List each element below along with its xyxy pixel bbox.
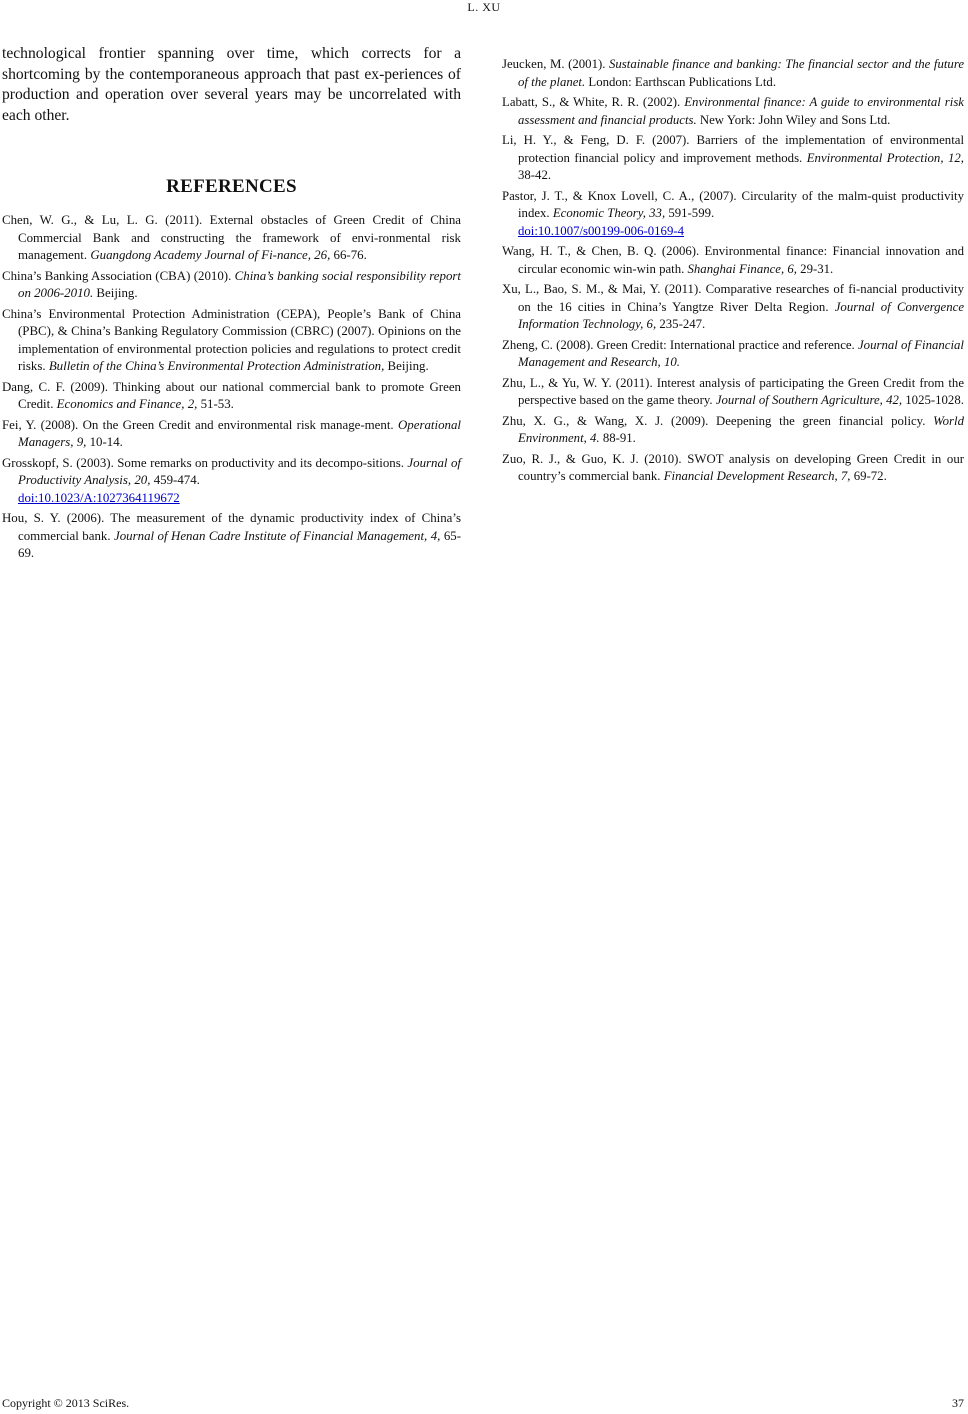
- reference-pages: 591-599.: [665, 206, 715, 220]
- reference-source: China’s banking social responsibility report on 2006-2010.: [18, 268, 461, 300]
- reference-text: Chen, W. G., & Lu, L. G. (2011). External obstacles of Green Credit of China Commercial Bank and constructing the framework of envi-ronmental risk management.: [2, 213, 461, 262]
- reference-entry: [2, 510, 461, 563]
- body-paragraph: technological frontier spanning over time, which corrects for a shortcoming by the contemporaneous approach that past ex-periences of production and operation over several years may be uncorrelated with each other.: [2, 45, 461, 124]
- reference-source: Journal of Southern Agriculture, 42,: [715, 393, 903, 407]
- running-head: L. XU: [467, 0, 501, 14]
- reference-source: World Environment, 4.: [518, 413, 964, 445]
- reference-source: Economic Theory, 33,: [552, 206, 666, 220]
- reference-entry: [2, 417, 461, 452]
- left-column: [2, 44, 461, 566]
- references-heading: REFERENCES: [166, 176, 297, 197]
- reference-text: China’s Environmental Protection Administration (CEPA), People’s Bank of China (PBC), & China’s Banking Regulatory Commission (CBRC) (2007). Opinions on the implementation of environmental protection policies and regulations to protect credit risks.: [2, 306, 461, 373]
- reference-pages: 65-69.: [18, 528, 461, 560]
- reference-source: Journal of Convergence Information Technology, 6,: [518, 299, 964, 331]
- reference-pages: 10-14.: [86, 435, 123, 449]
- reference-source: Guangdong Academy Journal of Fi-nance, 26,: [90, 248, 331, 262]
- reference-text: Dang, C. F. (2009). Thinking about our national commercial bank to promote Green Credit.: [2, 379, 461, 411]
- reference-pages: 51-53.: [197, 397, 234, 411]
- reference-source: Journal of Financial Management and Research, 10.: [518, 337, 964, 369]
- right-column: [502, 56, 964, 489]
- reference-pages: 66-76.: [330, 248, 367, 262]
- references-list-right: [502, 56, 964, 486]
- reference-text: Pastor, J. T., & Knox Lovell, C. A., (2007). Circularity of the malm-quist productivity index.: [502, 188, 964, 220]
- reference-pages: Beijing.: [384, 359, 429, 373]
- reference-entry: [502, 375, 964, 410]
- reference-entry: [502, 281, 964, 334]
- reference-entry: [502, 337, 964, 372]
- reference-entry: [502, 132, 964, 185]
- reference-pages: 459-474.: [150, 473, 200, 487]
- reference-text: Grosskopf, S. (2003). Some remarks on productivity and its decompo-sitions.: [2, 455, 408, 470]
- doi-link[interactable]: doi:10.1023/A:1027364119672: [18, 490, 180, 505]
- reference-text: Zhu, L., & Yu, W. Y. (2011). Interest analysis of participating the Green Credit from the perspective based on the game theory.: [502, 375, 964, 407]
- reference-pages: 88-91.: [599, 431, 636, 445]
- reference-text: China’s Banking Association (CBA) (2010).: [2, 268, 235, 283]
- references-list-left: [2, 212, 461, 563]
- reference-text: Jeucken, M. (2001).: [502, 57, 609, 71]
- reference-entry: [502, 243, 964, 278]
- doi-link[interactable]: doi:10.1007/s00199-006-0169-4: [518, 223, 684, 238]
- reference-source: Shanghai Finance, 6,: [687, 261, 797, 276]
- reference-entry: [2, 268, 461, 303]
- reference-source: Financial Development Research, 7,: [663, 469, 851, 483]
- reference-source: Economics and Finance, 2,: [56, 397, 198, 411]
- reference-source: Operational Managers, 9,: [18, 417, 461, 449]
- reference-text: Wang, H. T., & Chen, B. Q. (2006). Environmental finance: Financial innovation and circular economic win-win path.: [502, 244, 964, 276]
- reference-pages: 38-42.: [518, 168, 552, 182]
- reference-entry: [2, 212, 461, 265]
- reference-entry: [2, 379, 461, 414]
- reference-pages: New York: John Wiley and Sons Ltd.: [696, 112, 891, 127]
- reference-pages: 29-31.: [796, 261, 834, 276]
- reference-source: Journal of Productivity Analysis, 20,: [18, 455, 461, 487]
- reference-entry: [2, 455, 461, 508]
- reference-pages: London: Earthscan Publications Ltd.: [585, 74, 777, 89]
- reference-entry: [502, 56, 964, 91]
- reference-text: Li, H. Y., & Feng, D. F. (2007). Barriers of the implementation of environmental protection financial policy and improvement methods.: [502, 133, 964, 165]
- reference-entry: [502, 188, 964, 241]
- reference-entry: [2, 306, 461, 376]
- reference-text: Zheng, C. (2008). Green Credit: International practice and reference.: [502, 337, 858, 352]
- reference-source: Bulletin of the China’s Environmental Protection Administration,: [48, 359, 385, 373]
- reference-text: Xu, L., Bao, S. M., & Mai, Y. (2011). Comparative researches of fi-nancial productivity on the 16 cities in China’s Yangtze River Delta Region.: [502, 282, 964, 314]
- reference-source: Journal of Henan Cadre Institute of Financial Management, 4,: [114, 528, 441, 543]
- reference-text: Fei, Y. (2008). On the Green Credit and environmental risk manage-ment.: [2, 417, 398, 432]
- reference-source: Environmental Protection, 12,: [806, 150, 964, 165]
- reference-pages: Beijing.: [93, 286, 138, 300]
- reference-entry: [502, 94, 964, 129]
- reference-source: Sustainable finance and banking: The financial sector and the future of the planet.: [518, 57, 965, 89]
- reference-text: Zhu, X. G., & Wang, X. J. (2009). Deepening the green financial policy.: [502, 413, 934, 428]
- reference-entry: [502, 413, 964, 448]
- reference-pages: 69-72.: [850, 469, 887, 483]
- reference-entry: [502, 451, 964, 486]
- copyright-notice: Copyright © 2013 SciRes.: [2, 1396, 130, 1410]
- reference-text: Zuo, R. J., & Guo, K. J. (2010). SWOT analysis on developing Green Credit in our country’s commercial bank.: [502, 451, 964, 483]
- reference-pages: 235-247.: [656, 317, 706, 331]
- reference-text: Labatt, S., & White, R. R. (2002).: [502, 95, 685, 109]
- reference-text: Hou, S. Y. (2006). The measurement of the dynamic productivity index of China’s commercial bank.: [2, 511, 461, 543]
- reference-source: Environmental finance: A guide to environmental risk assessment and financial products.: [518, 95, 964, 127]
- page-number: 37: [952, 1396, 964, 1410]
- reference-pages: 1025-1028.: [902, 393, 964, 407]
